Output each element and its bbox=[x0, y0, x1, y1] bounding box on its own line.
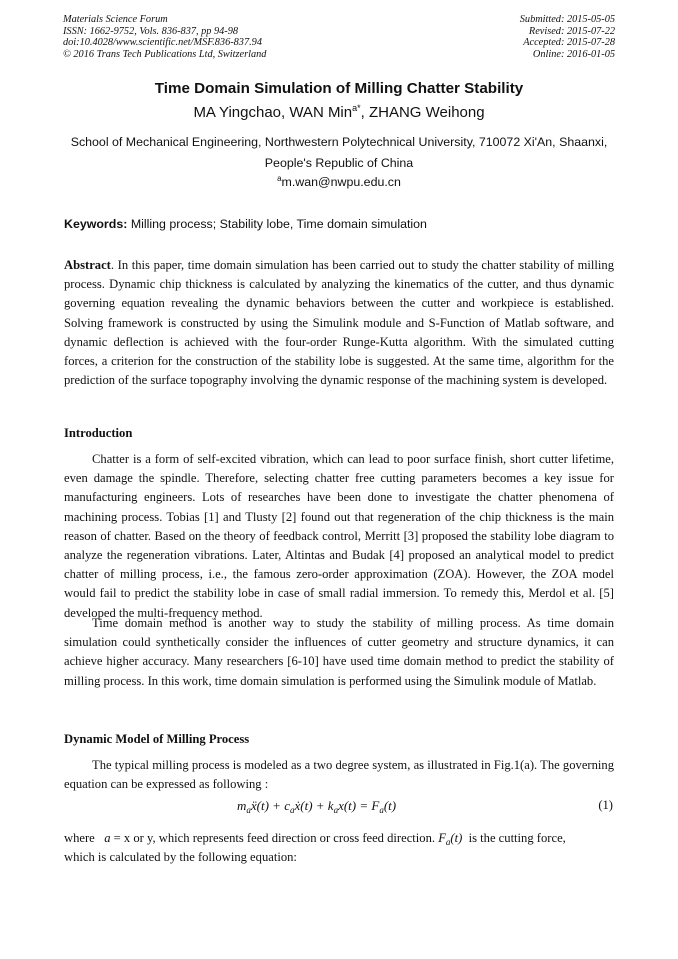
force-symbol: $F_a(t)$ bbox=[438, 831, 463, 847]
where-end-text: is the cutting force, bbox=[468, 831, 566, 845]
abstract-label: Abstract bbox=[64, 258, 111, 272]
authors-part1: MA Yingchao, WAN Min bbox=[193, 104, 353, 121]
affiliation: School of Mechanical Engineering, Northwestern Polytechnical University, 710072 Xi'An, Shaanxi, People's Republic of China bbox=[70, 135, 608, 170]
date-submitted: Submitted: 2015-05-05 bbox=[519, 14, 615, 25]
journal-info bbox=[63, 14, 266, 60]
equation-number: (1) bbox=[598, 798, 613, 812]
email-address[interactable]: m.wan@nwpu.edu.cn bbox=[281, 175, 401, 189]
keywords-label: Keywords: bbox=[64, 217, 128, 231]
submission-dates bbox=[520, 14, 615, 60]
journal-copyright: © 2016 Trans Tech Publications Ltd, Switzerland bbox=[63, 48, 267, 60]
authors bbox=[0, 104, 678, 121]
dynamic-model-paragraph: The typical milling process is modeled as a two degree system, as illustrated in Fig.1(a). The governing equation can be expressed as following : bbox=[64, 758, 614, 792]
introduction-paragraph-2: Time domain method is another way to study the stability of milling process. As time domain simulation could synthetically consider the influences of cutter geometry and structure dynamics, it can achieve higher accuracy. Many researchers [6-10] have used time domain method to predict the stability of milling process. In this work, time domain simulation is performed using the Simulink module of Matlab. bbox=[64, 616, 614, 688]
date-online: Online: 2016-01-05 bbox=[532, 48, 615, 60]
where-line-2: which is calculated by the following equation: bbox=[64, 850, 297, 865]
abstract bbox=[64, 256, 614, 390]
paper-title: Time Domain Simulation of Milling Chatter Stability bbox=[154, 80, 524, 97]
where-text: where bbox=[64, 831, 95, 845]
equation-explanation: where a = x or y, which represents feed direction or cross feed direction. $F_a(t)$ is the cutting force, which is calculated by the following equation: bbox=[64, 831, 566, 865]
where-mid-text: or y, which represents feed direction or cross feed direction. bbox=[133, 831, 436, 845]
date-accepted: Accepted: 2015-07-28 bbox=[523, 37, 615, 49]
journal-name: Materials Science Forum bbox=[63, 14, 168, 25]
date-revised: Revised: 2015-07-22 bbox=[528, 25, 615, 37]
journal-issn: ISSN: 1662-9752, Vols. 836-837, pp 94-98 bbox=[63, 25, 239, 37]
variable-a: a bbox=[104, 831, 111, 845]
keywords bbox=[64, 217, 616, 231]
author-email bbox=[0, 175, 678, 189]
email-mark: a bbox=[277, 174, 282, 183]
abstract-text: . In this paper, time domain simulation has been carried out to study the chatter stability of milling process. Dynamic chip thickness is calculated by analyzing the kinematics of the cutter, and thus dynamic governing equation revealing the dynamic behaviors between the cutter and workpiece is established. Solving framework is constructed by using the Simulink module and S-Function of Matlab software, and dynamic deflection is achieved with the four-order Runge-Kutta algorithm. With the simulated cutting forces, a criterion for the construction of the stability lobe is suggested. At the same time, algorithm for the prediction of the surface topography involving the dynamic response of the machining system is developed. bbox=[64, 258, 614, 388]
introduction-paragraph-1: Chatter is a form of self-excited vibration, which can lead to poor surface finish, short cutter lifetime, even damage the spindle. Therefore, selecting chatter free cutting parameters becomes a key issue for manufacturing engineers. Lots of researches have been done to investigate the chatter phenomena of machining process. Tobias [1] and Tlusty [2] found out that regeneration of the chip thickness is the main reason of chatter. Based on the theory of feedback control, Merritt [3] proposed the stability lobe diagram to analyze the regeneration vibrations. Later, Altintas and Budak [4] proposed an analytical model to predict chatter of milling process, i.e., the famous zero-order approximation (ZOA). However, the ZOA model would fail to predict the stability lobe in case of small radial immersion. To remedy this, Merdol et al. [5] developed the multi-frequency method. bbox=[64, 452, 614, 620]
dynamic-model-heading: Dynamic Model of Milling Process bbox=[64, 732, 250, 746]
introduction-heading: Introduction bbox=[64, 426, 133, 440]
authors-part2: , ZHANG Weihong bbox=[360, 104, 485, 121]
equation-1: $m_aẍ(t)$ + $c_aẋ(t) + k_ax(t) = F_a(t)$ bbox=[237, 798, 397, 815]
keywords-text: Milling process; Stability lobe, Time domain simulation bbox=[130, 217, 427, 231]
journal-doi[interactable]: doi:10.4028/www.scientific.net/MSF.836-837.94 bbox=[63, 37, 262, 49]
corresponding-mark: a* bbox=[352, 103, 361, 113]
